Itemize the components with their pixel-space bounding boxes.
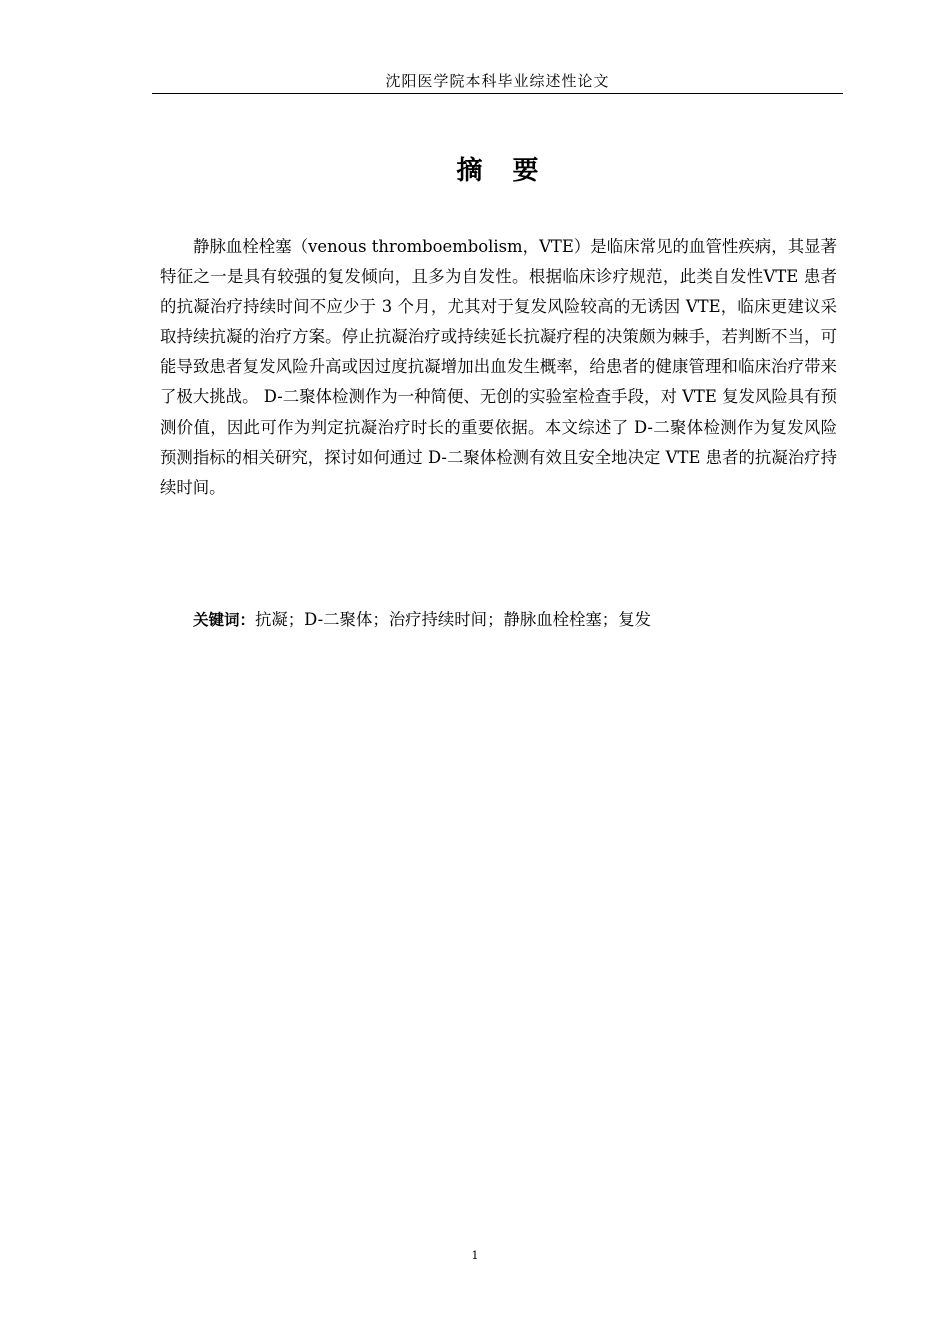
header-rule bbox=[152, 93, 843, 94]
title-char-1: 摘 bbox=[456, 156, 483, 186]
page-number: 1 bbox=[471, 1249, 479, 1262]
abstract-paragraph: 静脉血栓栓塞（venous thromboembolism，VTE）是临床常见的血管性疾病，其显著特征之一是具有较强的复发倾向，且多为自发性。根据临床诊疗规范，此类自发性VTE 患者的抗凝治疗持续时间不应少于 3 个月，尤其对于复发风险较高的无诱因 VTE，临床更建议采取持续抗凝的治疗方案。停止抗凝治疗或持续延长抗凝疗程的决策颇为棘手，若判断不当，可能导致患者复发风险升高或因过度抗凝增加出血发生概率，给患者的健康管理和临床治疗带来了极大挑战。 D-二聚体检测作为一种简便、无创的实验室检查手段，对 VTE 复发风险具有预测价值，因此可作为判定抗凝治疗时长的重要依据。本文综述了 D-二聚体检测作为复发风险预测指标的相关研究，探讨如何通过 D-二聚体检测有效且安全地决定 VTE 患者的抗凝治疗持续时间。 bbox=[160, 237, 837, 497]
title-char-2: 要 bbox=[512, 156, 539, 186]
keywords-line bbox=[193, 605, 837, 635]
keywords-list: 抗凝；D-二聚体；治疗持续时间；静脉血栓栓塞；复发 bbox=[255, 610, 651, 629]
running-header: 沈阳医学院本科毕业综述性论文 bbox=[385, 72, 610, 90]
page-title bbox=[152, 153, 843, 189]
keywords-label: 关键词： bbox=[193, 611, 256, 629]
